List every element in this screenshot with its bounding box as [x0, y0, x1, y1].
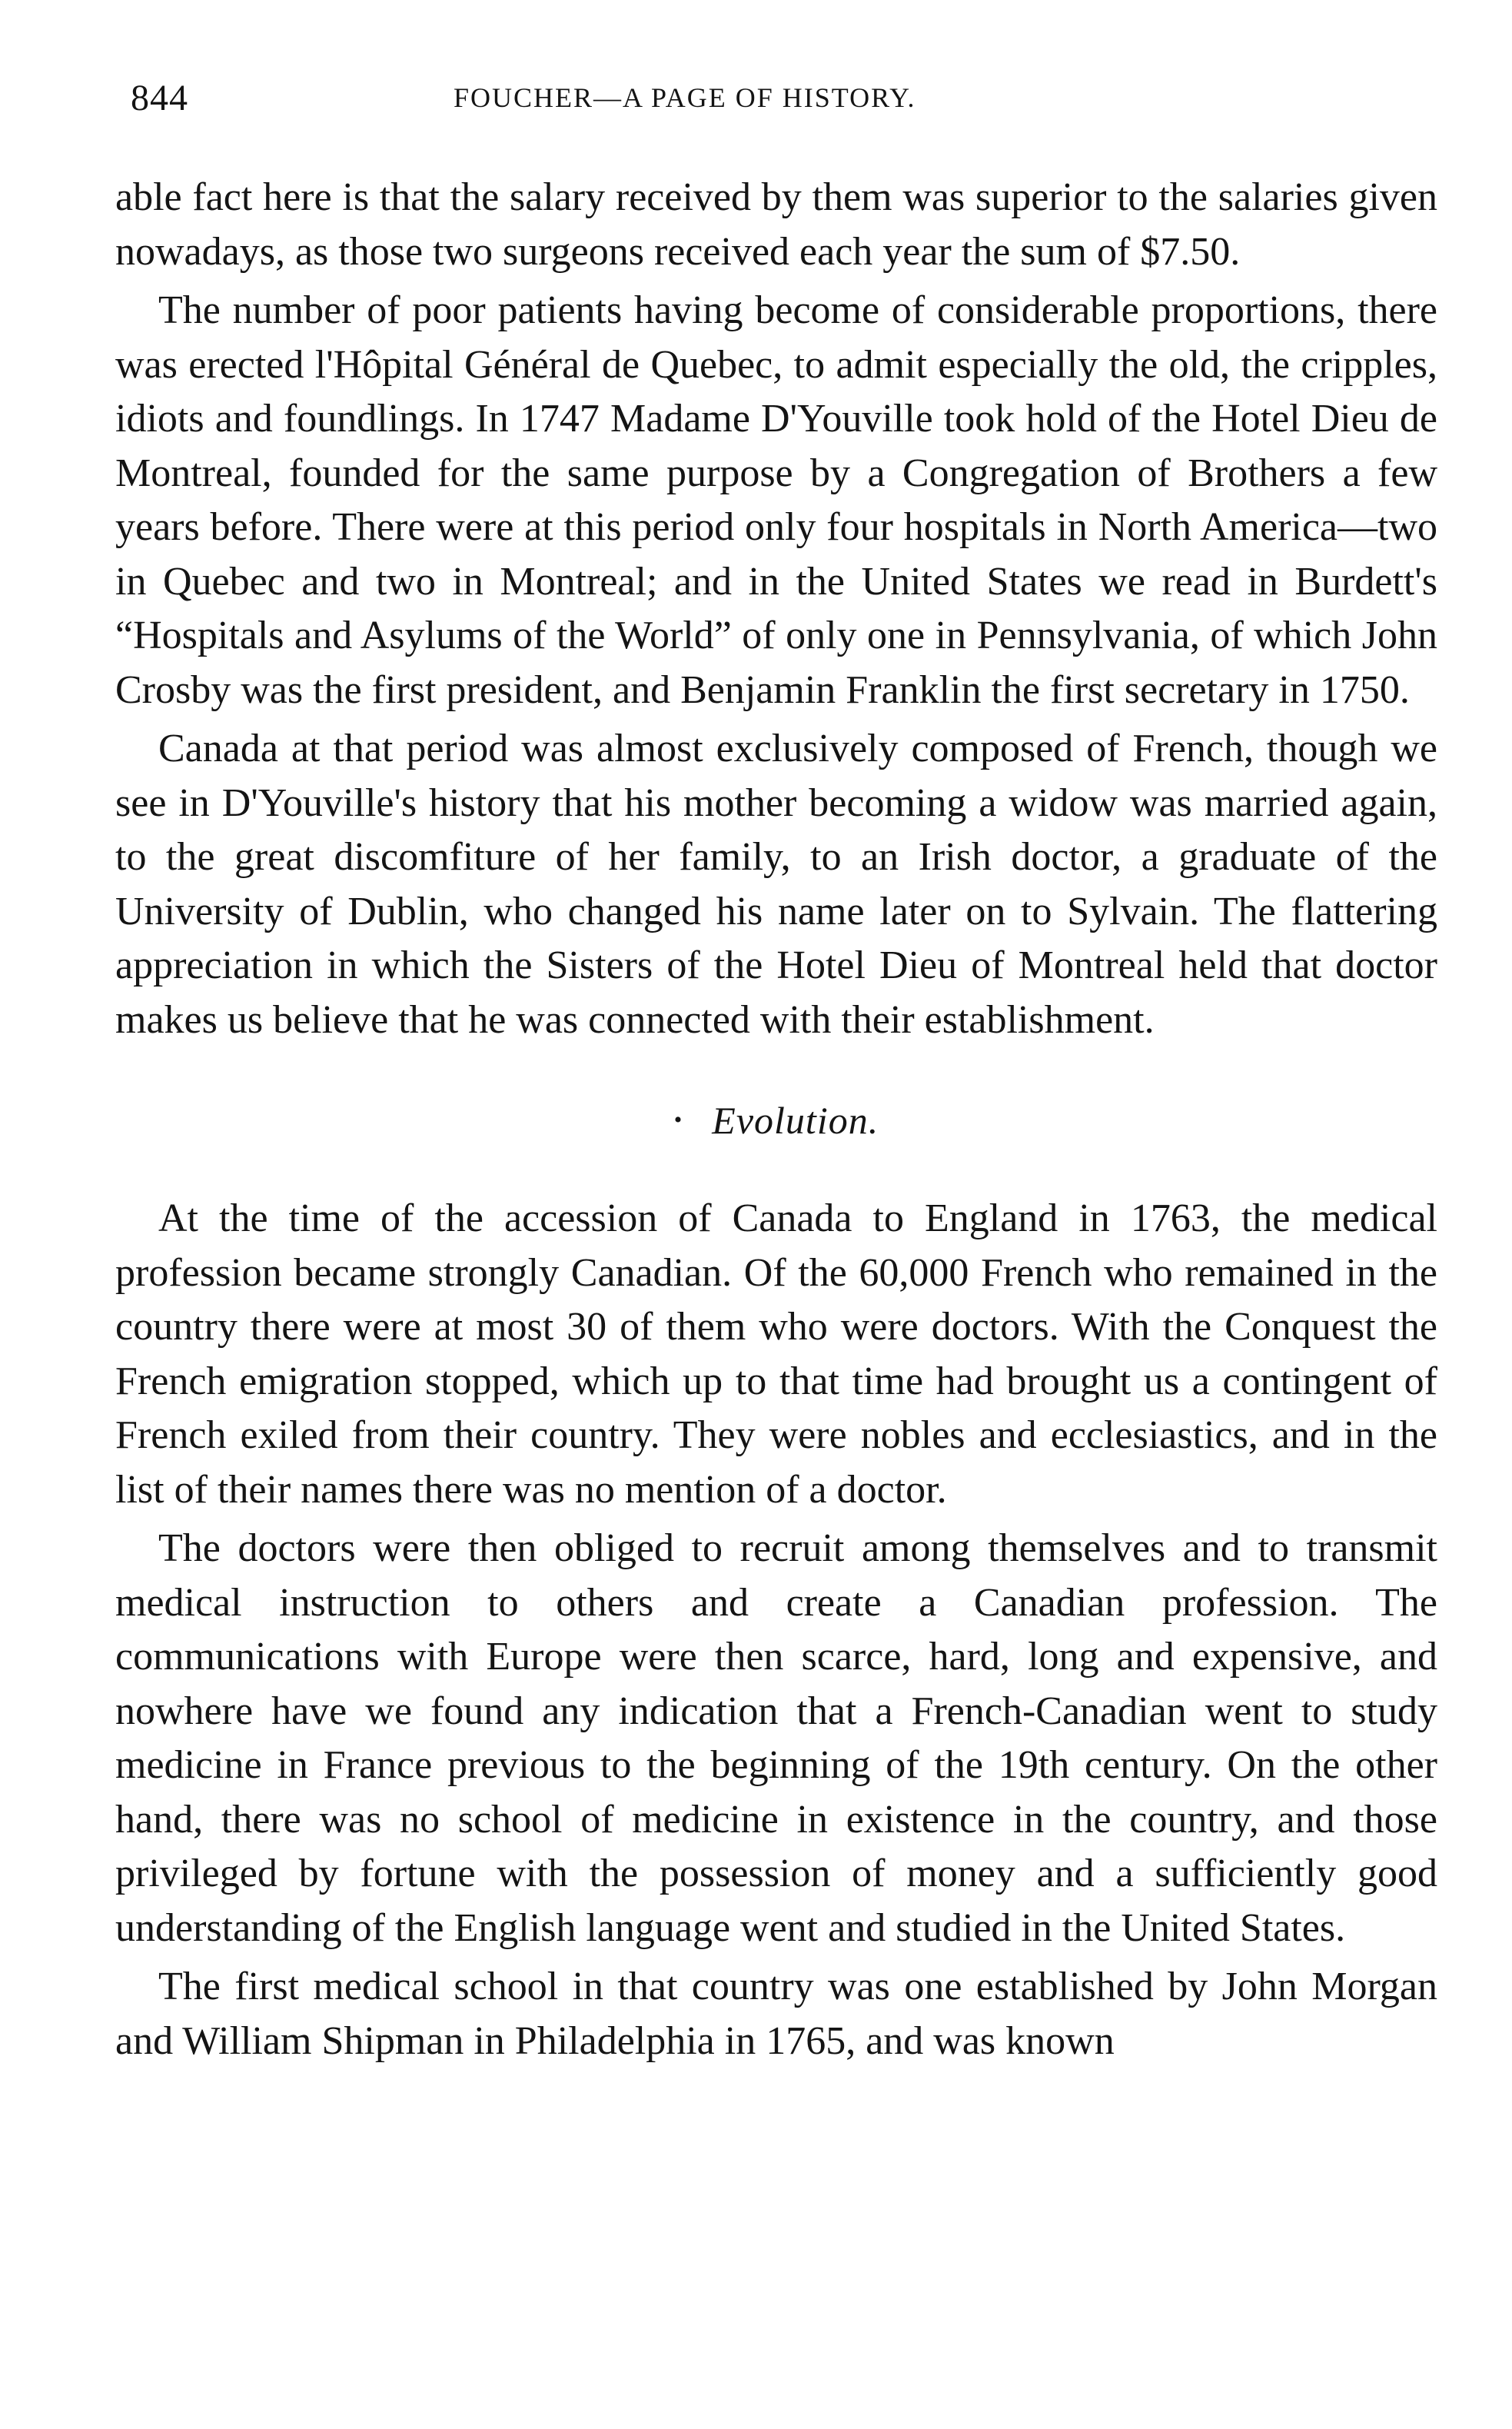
running-title: FOUCHER—A PAGE OF HISTORY.	[454, 82, 916, 113]
paragraph-accession: At the time of the accession of Canada to England in 1763, the medical profession became strongly Canadian. Of the 60,000 French who remained in the country there were at most 30 of them who were doctors. With the Conquest the French emigration stopped, which up to that time had brought us a contingent of French exiled from their country. They were nobles and ecclesiastics, and in the list of their names there was no mention of a doctor.	[115, 1196, 1437, 1512]
paragraph-first-school: The first medical school in that country was one established by John Morgan and William Shipman in Philadelphia in 1765, and was known	[115, 1965, 1437, 2063]
page-body	[115, 171, 1437, 2068]
book-page	[115, 77, 1437, 2068]
paragraph-canada-french: Canada at that period was almost exclusively composed of French, though we see in D'Youville's history that his mother becoming a widow was married again, to the great discomfiture of her family, to an Irish doctor, a graduate of the University of Dublin, who changed his name later on to Sylvain. The flattering appreciation in which the Sisters of the Hotel Dieu of Montreal held that doctor makes us believe that he was connected with their establishment.	[115, 727, 1437, 1042]
page-number: 844	[131, 78, 188, 118]
page-header	[115, 77, 1437, 131]
heading-bullet-mark: •	[673, 1107, 683, 1133]
paragraph-continued: able fact here is that the salary received by them was superior to the salaries given nowadays, as those two surgeons received each year the sum of $7.50.	[115, 175, 1437, 274]
section-heading-text: Evolution.	[712, 1099, 879, 1142]
paragraph-hospitals: The number of poor patients having become of considerable proportions, there was erected l'Hôpital Général de Quebec, to admit especially the old, the cripples, idiots and foundlings. In 1747 Madame D'Youville took hold of the Hotel Dieu de Montreal, founded for the same purpose by a Congregation of Brothers a few years before. There were at this period only four hospitals in North America—two in Quebec and two in Montreal; and in the United States we read in Burdett's “Hospitals and Asylums of the World” of only one in Pennsylvania, of which John Crosby was the first president, and Benjamin Franklin the first secretary in 1750.	[115, 288, 1437, 712]
paragraph-doctors-recruit: The doctors were then obliged to recruit among themselves and to transmit medical instruction to others and create a Canadian profession. The communications with Europe were then scarce, hard, long and expensive, and nowhere have we found any indication that a French-Canadian went to study medicine in France previous to the beginning of the 19th century. On the other hand, there was no school of medicine in existence in the country, and those privileged by fortune with the possession of money and a sufficiently good understanding of the English language went and studied in the United States.	[115, 1526, 1437, 1950]
section-heading	[115, 1098, 1437, 1143]
